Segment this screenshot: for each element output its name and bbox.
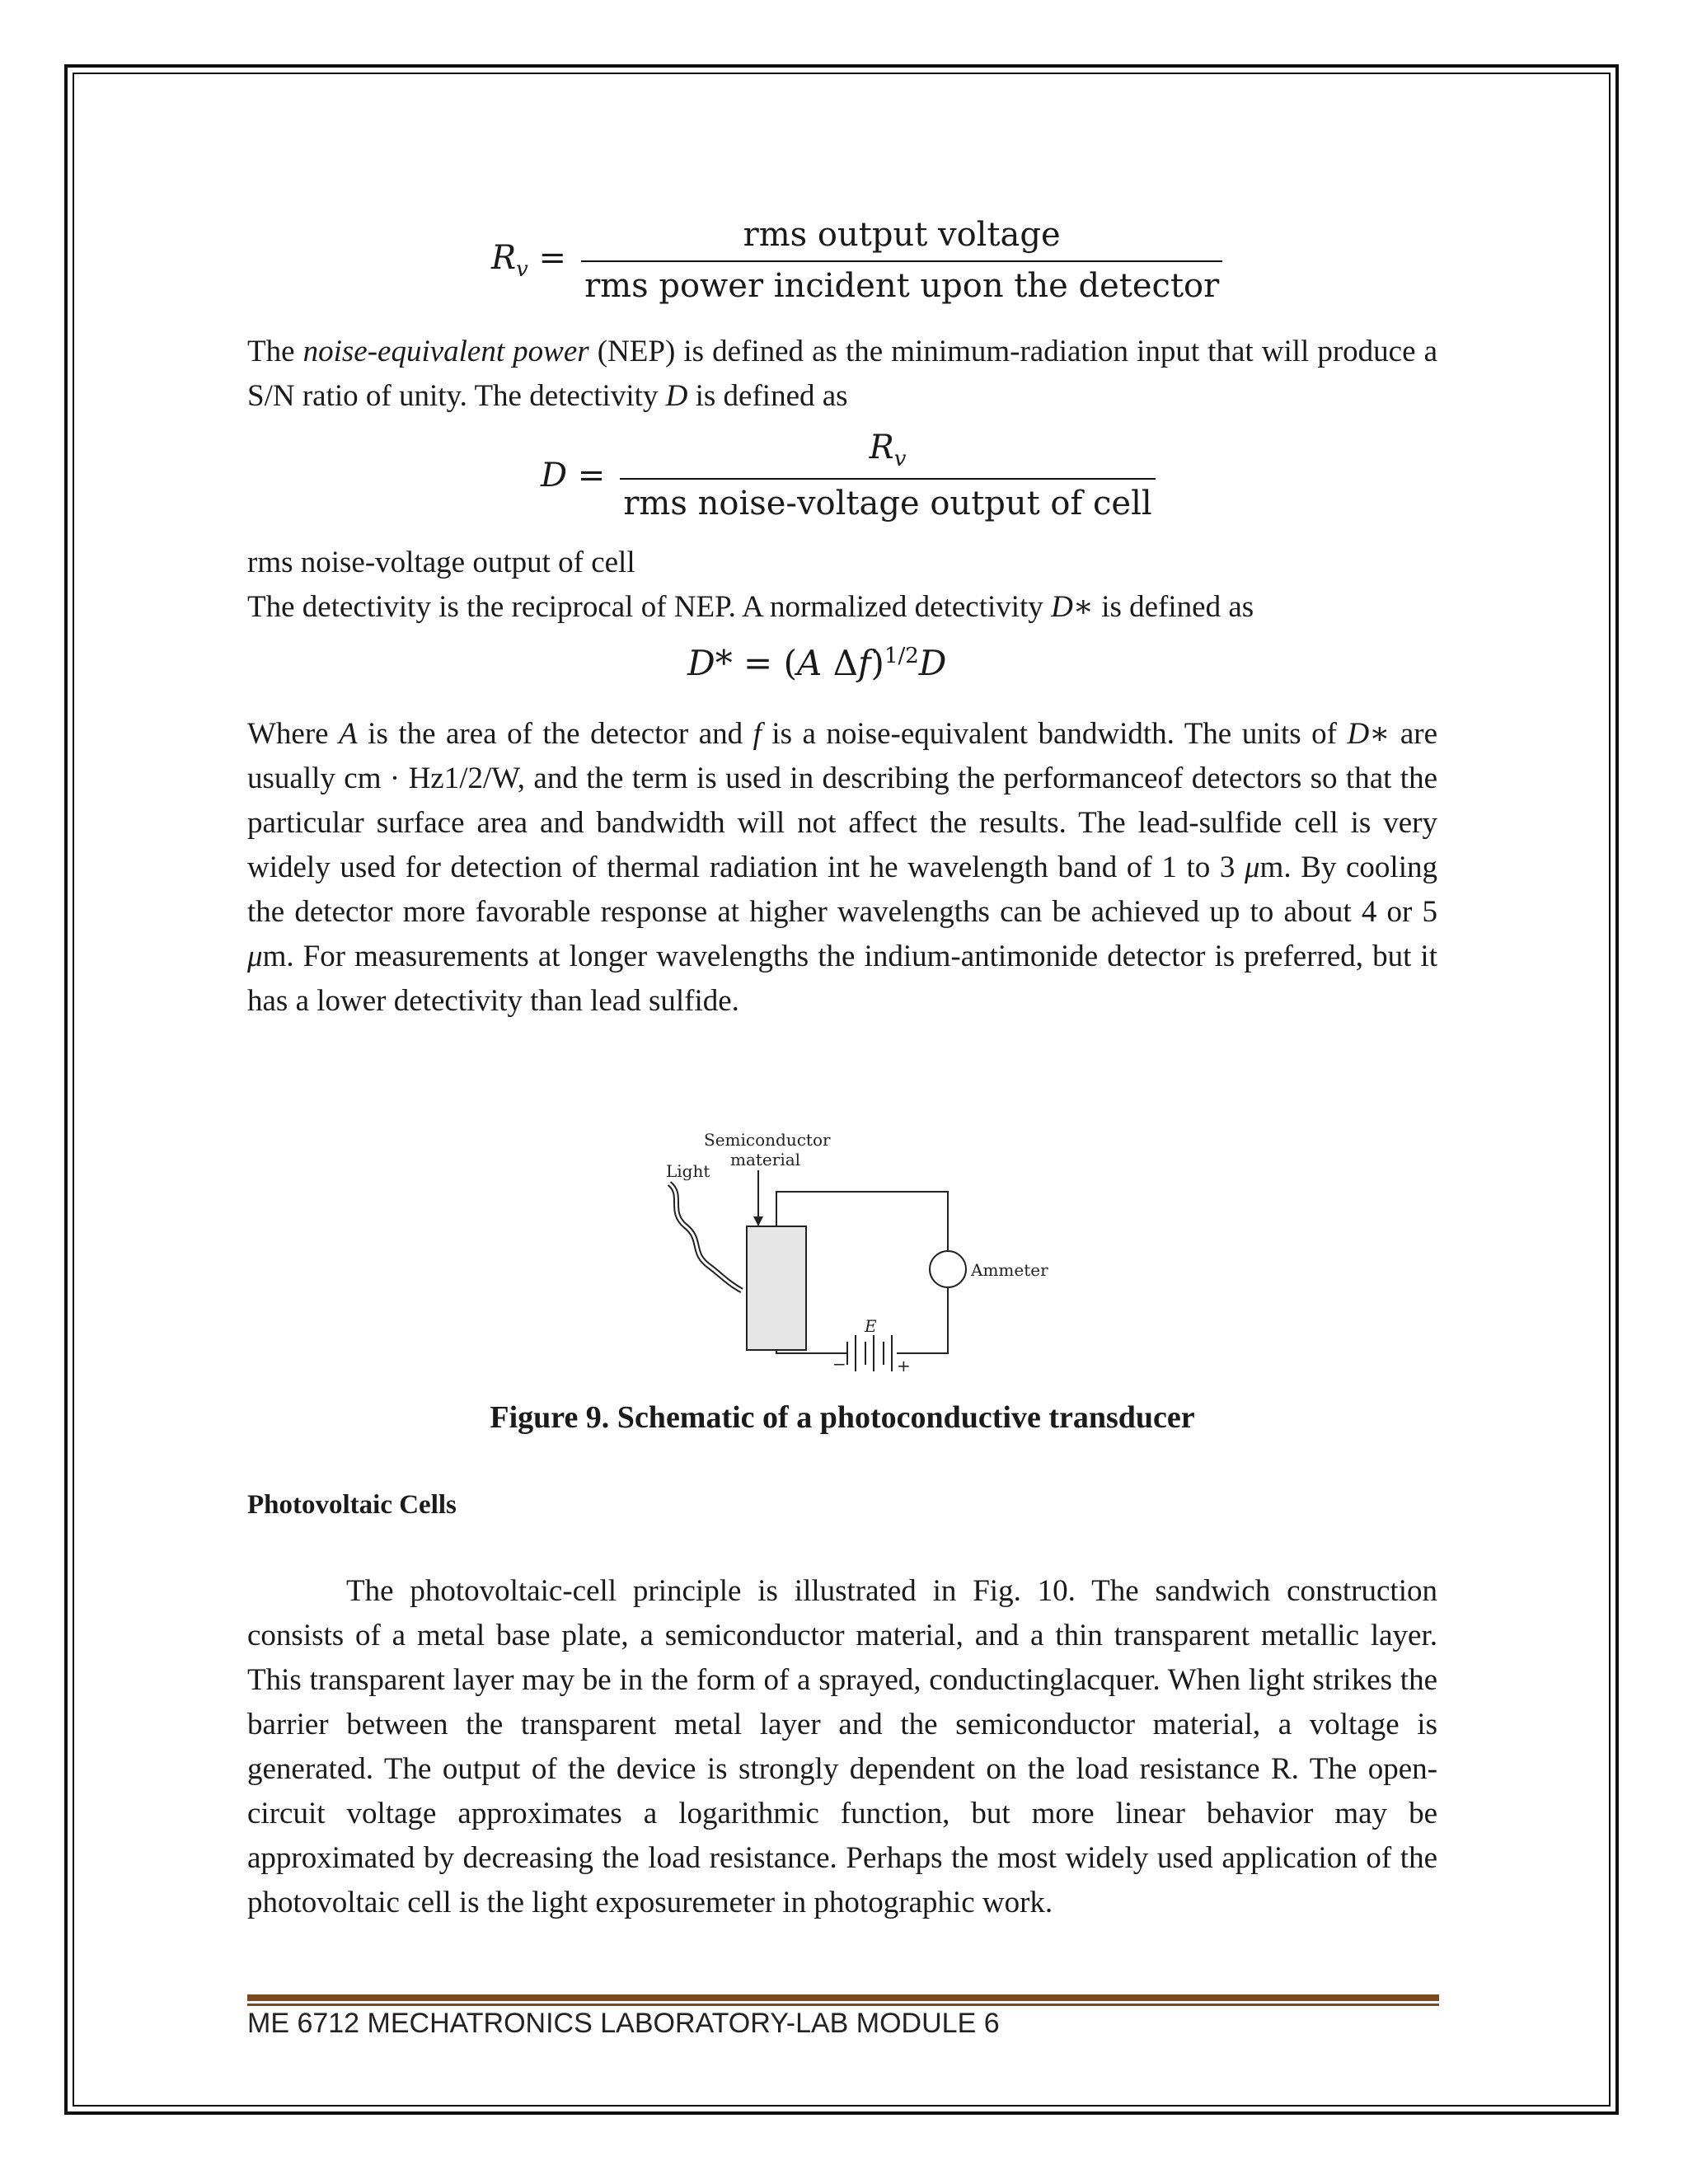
figure-label-minus: − <box>832 1354 846 1374</box>
text-rms-noise-line: rms noise-voltage output of cell <box>247 546 635 579</box>
figure-photoconductive-schematic <box>626 1129 1071 1393</box>
semiconductor-block <box>747 1226 806 1350</box>
equation-d-fraction <box>620 429 1155 523</box>
equation-d <box>541 429 1156 523</box>
figure-label-plus: + <box>897 1356 911 1376</box>
ammeter-circle <box>930 1251 966 1287</box>
light-ray-inner <box>669 1183 742 1291</box>
equation-rv-lhs: $R_v$ = <box>491 239 567 282</box>
equation-dstar <box>687 643 946 683</box>
equation-d-denominator: rms noise-voltage output of cell <box>623 485 1152 523</box>
equation-rv-fraction <box>581 216 1222 305</box>
text-reciprocal-line: The detectivity is the reciprocal of NEP. A normalized detectivity D∗ is defined as <box>247 590 1254 624</box>
figure-label-semiconductor: Semiconductor <box>704 1130 831 1150</box>
figure-label-material: material <box>730 1150 801 1169</box>
equation-d-numerator: $R_v$ <box>869 429 907 471</box>
semiconductor-arrowhead <box>753 1216 763 1226</box>
term-nep: noise-equivalent power <box>302 335 589 368</box>
circuit-right-wire <box>897 1287 948 1353</box>
equation-rv <box>491 216 1222 305</box>
footer-rule-thin <box>247 2004 1439 2006</box>
paragraph-nep: The noise-equivalent power (NEP) is defined as the minimum-radiation input that will produce a S/N ratio of unity. The detectivity D is defined as <box>247 335 1437 413</box>
equation-dstar-expr: D* = (A Δf)$^{1/2}$D <box>687 643 947 683</box>
battery-symbol <box>847 1335 892 1371</box>
figure-label-e: E <box>865 1316 877 1336</box>
equation-rv-numerator: rms output voltage <box>743 216 1061 254</box>
figure-label-light: Light <box>666 1161 710 1181</box>
equation-rv-denominator: rms power incident upon the detector <box>584 267 1220 305</box>
equation-d-lhs: D = <box>541 457 606 494</box>
light-ray <box>669 1183 742 1291</box>
section-heading: Photovoltaic Cells <box>247 1490 457 1520</box>
paragraph-photovoltaic: The photovoltaic-cell principle is illustrated in Fig. 10. The sandwich construction consists of a metal base plate, a semiconductor material, and a thin transparent metallic layer. This transparent layer may be in the form of a sprayed, conductinglacquer. When light strikes the barrier between the transparent metal layer and the semiconductor material, a voltage is generated. The output of the device is strongly dependent on the load resistance R. The open-circuit voltage approximates a logarithmic function, but more linear behavior may be approximated by decreasing the load resistance. Perhaps the most widely used application of the photovoltaic cell is the light exposuremeter in photographic work. <box>247 1574 1437 1919</box>
figure-label-ammeter: Ammeter <box>971 1260 1048 1280</box>
footer-text: ME 6712 MECHATRONICS LABORATORY-LAB MODULE 6 <box>247 2008 1000 2039</box>
figure-caption: Figure 9. Schematic of a photoconductive transducer <box>490 1400 1195 1435</box>
footer-rule <box>247 1994 1439 2001</box>
paragraph-where: Where A is the area of the detector and f is a noise-equivalent bandwidth. The units of D∗ are usually cm · Hz1/2/W, and the term is used in describing the performanceof detectors so that the particular surface area and bandwidth will not affect the results. The lead-sulfide cell is very widely used for detection of thermal radiation int he wavelength band of 1 to 3 μm. By cooling the detector more favorable response at higher wavelengths can be achieved up to about 4 or 5 μm. For measurements at longer wavelengths the indium-antimonide detector is preferred, but it has a lower detectivity than lead sulfide. <box>247 717 1437 1018</box>
